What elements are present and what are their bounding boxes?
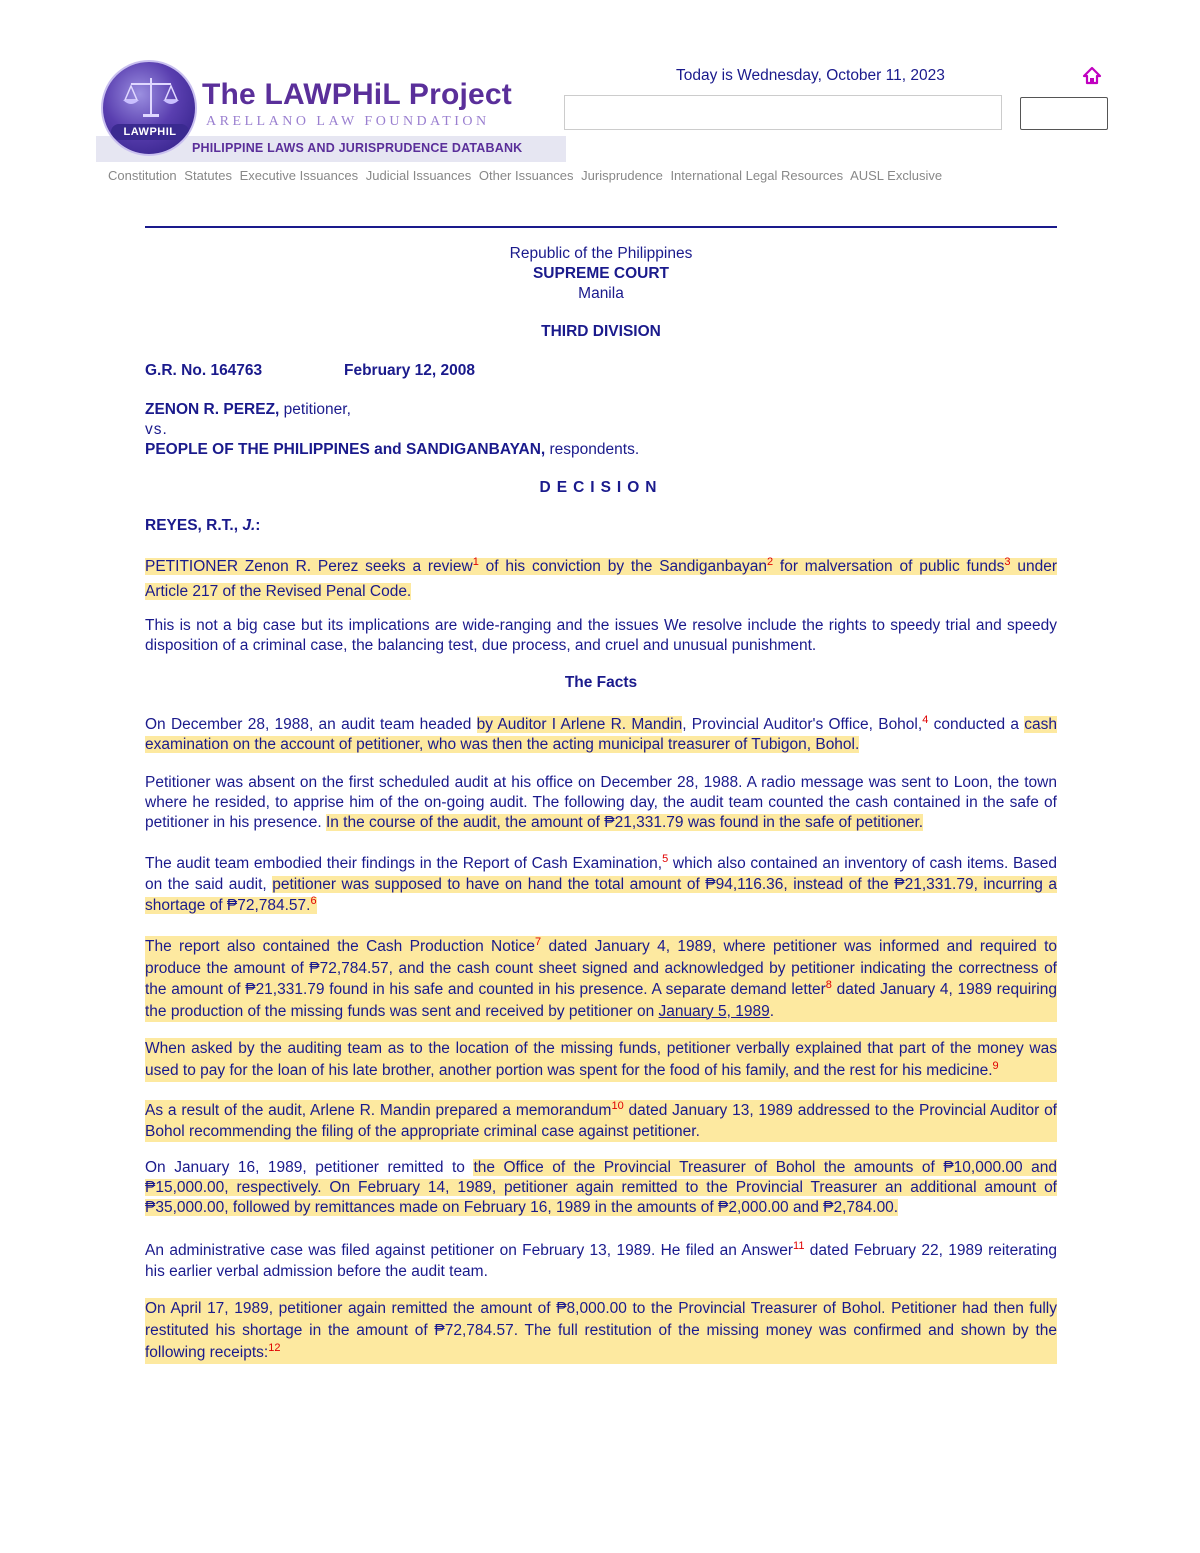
division-title: THIRD DIVISION <box>541 323 661 340</box>
logo-title-the: The <box>202 78 265 111</box>
header-divider <box>145 226 1057 228</box>
republic-line: Republic of the Philippines <box>509 245 693 262</box>
facts-heading: The Facts <box>564 674 638 691</box>
today-date: Today is Wednesday, October 11, 2023 <box>676 67 945 84</box>
main-nav <box>108 168 946 183</box>
paragraph-2: This is not a big case but its implications are wide-ranging and the issues We resolve include the rights to speedy trial and speedy disposition of a criminal case, the balancing test, due process, and cruel and unusual punishment. <box>145 617 1057 654</box>
court-heading <box>145 244 1057 304</box>
ponente-colon: : <box>255 517 261 534</box>
paragraph-10: An administrative case was filed against petitioner on February 13, 1989. He filed an Answer$^{11}$ dated February 22, 1989 reiterating his earlier verbal admission before the audit team. <box>145 1239 1057 1280</box>
decision-document <box>145 244 1057 1364</box>
date-link[interactable]: January 5, 1989 <box>658 1002 770 1020</box>
court-name: SUPREME COURT <box>532 265 670 282</box>
highlight: by Auditor I Arlene R. Mandin <box>476 716 683 733</box>
paragraph-1 <box>145 554 1057 604</box>
paragraph-9: On January 16, 1989, petitioner remitted to the Office of the Provincial Treasurer of Bohol the amounts of ₱10,000.00 and ₱15,000.00, respectively. On February 14, 1989, petitioner again remitted to the Provincial Treasurer an additional amount of ₱35,000.00, followed by remittances made on February 16, 1989 in the amounts of ₱2,000.00 and ₱2,784.00. <box>145 1159 1057 1216</box>
respondent-name: PEOPLE OF THE PHILIPPINES and SANDIGANBAYAN, <box>145 441 546 458</box>
paragraph-11: On April 17, 1989, petitioner again remitted the amount of ₱8,000.00 to the Provincial Treasurer of Bohol. Petitioner had then fully restituted his shortage in the amount of ₱72,784.57. The full restitution of the missing money was confirmed and shown by the following receipts:$^{12}$ <box>145 1298 1057 1364</box>
court-city: Manila <box>578 285 624 302</box>
footnote-ref[interactable]: 3 <box>1004 555 1011 568</box>
nav-judicial-issuances[interactable]: Judicial Issuances <box>365 168 472 183</box>
footnote-ref[interactable]: 8 <box>825 978 832 991</box>
footnote-ref[interactable]: 1 <box>472 555 479 568</box>
petitioner-line <box>145 400 1057 420</box>
logo-subtitle: ARELLANO LAW FOUNDATION <box>206 114 490 129</box>
logo-badge: LAWPHIL <box>111 124 189 140</box>
nav-ausl-exclusive[interactable]: AUSL Exclusive <box>850 168 943 183</box>
footnote-ref[interactable]: 2 <box>766 555 774 568</box>
paragraph-7: When asked by the auditing team as to the location of the missing funds, petitioner verbally explained that part of the money was used to pay for the loan of his late brother, another portion was spent for the food of his family, and the rest for his medicine.$^9$ <box>145 1038 1057 1082</box>
paragraph-3: On December 28, 1988, an audit team headed by Auditor I Arlene R. Mandin, Provincial Auditor's Office, Bohol,$^4$ conducted a cash examination on the account of petitioner, who was then the acting municipal treasurer of Tubigon, Bohol. <box>145 713 1057 753</box>
site-logo[interactable] <box>96 60 566 162</box>
petitioner-name: ZENON R. PEREZ, <box>145 401 280 418</box>
footnote-ref[interactable]: 5 <box>662 852 669 865</box>
paragraph-4: Petitioner was absent on the first scheduled audit at his office on December 28, 1988. A radio message was sent to Loon, the town where he resided, to apprise him of the on-going audit. The following day, the audit team counted the cash contained in the safe of petitioner in his presence. In the course of the audit, the amount of ₱21,331.79 was found in the safe of petitioner. <box>145 774 1057 831</box>
footnote-ref[interactable]: 4 <box>922 713 929 726</box>
home-icon[interactable] <box>1082 66 1102 86</box>
paragraph-5: The audit team embodied their findings in the Report of Cash Examination,$^5$ which also contained an inventory of cash items. Based on the said audit, petitioner was supposed to have on hand the total amount of ₱94,116.36, instead of the ₱21,331.79, incurring a shortage of ₱72,784.57.$^6$ <box>145 852 1057 914</box>
highlight: cash examination on the account of petitioner, who was then the acting municipal treasurer of Tubigon, Bohol. <box>145 716 1057 753</box>
case-parties <box>145 400 1057 460</box>
petitioner-role: petitioner, <box>279 401 351 418</box>
highlight: In the course of the audit, the amount of ₱21,331.79 was found in the safe of petitioner. <box>325 814 924 831</box>
respondent-line <box>145 440 1057 460</box>
paragraph-8: As a result of the audit, Arlene R. Mandin prepared a memorandum$^{10}$ dated January 13, 1989 addressed to the Provincial Auditor of Bohol recommending the filing of the appropriate criminal case against petitioner. <box>145 1099 1057 1140</box>
respondent-role: respondents. <box>545 441 640 458</box>
logo-title-lawphil: LAWPHiL <box>264 78 401 111</box>
highlight: petitioner was supposed to have on hand the total amount of ₱94,116.36, instead of the ₱21,331.79, incurring a shortage of ₱72,784.57.$^6$ <box>145 876 1057 914</box>
ponente-title: J. <box>242 517 256 534</box>
footnote-ref[interactable]: 11 <box>793 1239 805 1252</box>
footnote-ref[interactable]: 9 <box>992 1059 999 1072</box>
footnote-ref[interactable]: 6 <box>310 894 317 907</box>
versus: vs. <box>145 421 168 438</box>
nav-international-legal-resources[interactable]: International Legal Resources <box>670 168 844 183</box>
site-header <box>0 0 1200 200</box>
logo-title-project: Project <box>400 78 512 111</box>
ponente-line <box>145 516 1057 536</box>
paragraph-6: The report also contained the Cash Production Notice$^7$ dated January 4, 1989, where petitioner was informed and required to produce the amount of ₱72,784.57, and the cash count sheet signed and acknowledged by petitioner indicating the correctness of the amount of ₱21,331.79 found in his safe and counted in his presence. A separate demand letter$^8$ dated January 4, 1989 requiring the production of the missing funds was sent and received by petitioner on January 5, 1989. <box>145 936 1057 1022</box>
footnote-ref[interactable]: 10 <box>611 1099 624 1112</box>
highlight: PETITIONER Zenon R. Perez seeks a review$^1$ of his conviction by the Sandiganbayan$^2$ for malversation of public funds$^3$ under Article 217 of the Revised Penal Code. <box>145 555 1057 600</box>
logo-band-text: PHILIPPINE LAWS AND JURISPRUDENCE DATABANK <box>192 141 523 155</box>
highlight: the Office of the Provincial Treasurer of Bohol the amounts of ₱10,000.00 and ₱15,000.00, respectively. On February 14, 1989, petitioner again remitted to the Provincial Treasurer an additional amount of ₱35,000.00, followed by remittances made on February 16, 1989 in the amounts of ₱2,000.00 and ₱2,784.00. <box>145 1159 1057 1216</box>
nav-jurisprudence[interactable]: Jurisprudence <box>581 168 663 183</box>
logo-title <box>202 78 512 112</box>
case-number-line <box>145 361 1057 381</box>
nav-other-issuances[interactable]: Other Issuances <box>478 168 574 183</box>
ponente-name: REYES, R.T., <box>145 517 243 534</box>
footnote-ref[interactable]: 7 <box>535 935 542 948</box>
decision-title: DECISION <box>539 479 663 496</box>
nav-statutes[interactable]: Statutes <box>184 168 232 183</box>
search-input[interactable] <box>564 95 1002 130</box>
scales-of-justice-icon <box>121 74 181 124</box>
logo-emblem <box>101 60 197 156</box>
nav-constitution[interactable]: Constitution <box>108 168 177 183</box>
search-button[interactable] <box>1020 97 1108 130</box>
gr-number: G.R. No. 164763 <box>145 362 263 379</box>
nav-executive-issuances[interactable]: Executive Issuances <box>239 168 359 183</box>
footnote-ref[interactable]: 12 <box>268 1341 281 1354</box>
decision-date: February 12, 2008 <box>344 362 475 379</box>
